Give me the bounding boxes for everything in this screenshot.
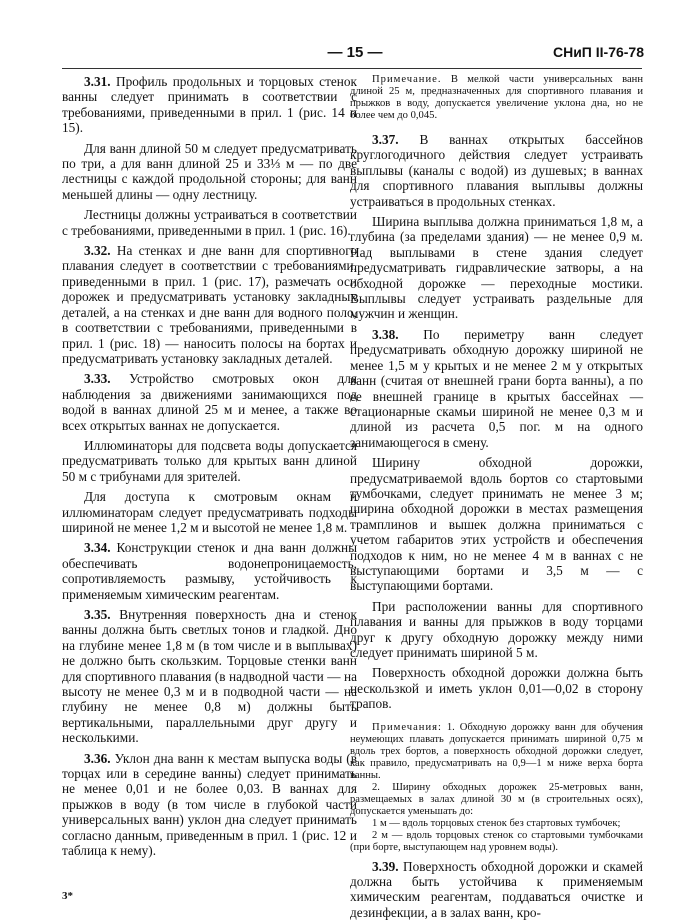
paragraph-text: При расположении ванны для спортивного плавания и ванны для прыжков в воду торцами друг к другу обходную дорожку между ними следует принимать шириной 5 м. — [350, 598, 643, 660]
paragraph-text: Иллюминаторы для подсвета воды допускается предусматривать только для крытых ванн длиной 50 м с трибунами для зрителей. — [62, 437, 357, 484]
paragraph-3-39: 3.39. Поверхность обходной дорожки и скамей должна быть устойчива к применяемым химическим реагентам, поддаваться очистке и дезинфекции, а в залах ванн, кро- — [350, 858, 643, 920]
note-3-36: Примечание. В мелкой части универсальных ванн длиной 25 м, предназначенных для спортивного плавания и прыжков в воду, допускается увеличение уклона дна, но не более чем до 0,045. — [350, 74, 643, 121]
note-item: 1 м — вдоль торцовых стенок без стартовых тумбочек; — [372, 817, 621, 829]
notes-3-38: Примечания: 1. Обходную дорожку ванн для обучения неумеющих плавать допускается принимать шириной 0,75 м вдоль трех бортов, а поверхность обходной дорожки следует, как правило, предусматривать на 0,9—1 м ниже верха борта ванны. — [350, 721, 643, 781]
paragraph-3-32: 3.32. На стенках и дне ванн для спортивного плавания следует в соответствии с требованиями, приведенными в прил. 1 (рис. 17), размечать оси дорожек и предусматривать установку закладных деталей, а на стенках и дне ванн для водного поло, в соответствии с требованиями, приведенными в прил. 1 (рис. 18) — наносить полосы на бортах и предусматривать установку закладных деталей. — [62, 243, 357, 366]
paragraph-3-33: 3.33. Устройство смотровых окон для наблюдения за движениями занимающихся под водой в ваннах длиной 25 м и менее, а также во всех открытых ваннах не допускается. — [62, 371, 357, 433]
paragraph-text: Ширина выплыва должна приниматься 1,8 м, а глубина (за пределами здания) — не менее 0,9 м. Над выплывами в стене здания следует предусматривать гидравлические затворы, а на обходной дорожке — переходные мостики. Выплывы следует устраивать раздельные для мужчин и женщин. — [350, 214, 643, 322]
right-column — [350, 74, 643, 920]
paragraph-3-35: 3.35. Внутренняя поверхность дна и стенок ванны должна быть светлых тонов и гладкой. Дно на глубине менее 1,8 м (в том числе и в выплывах) не должно быть скользким. Торцовые стенки ванн для спортивного плавания (в надводной части — на высоту не менее 0,3 м и в подводной части — на глубину не менее 0,8 м) должны быть вертикальными, параллельными друг другу и несколькими. — [62, 607, 357, 746]
page-number: — 15 — — [327, 44, 383, 61]
paragraph-text: Лестницы должны устраиваться в соответствии с требованиями, приведенными в прил. 1 (рис. 16). — [62, 207, 357, 238]
signature-mark: 3* — [62, 890, 73, 902]
paragraph-3-36: 3.36. Уклон дна ванн к местам выпуска воды (в торцах или в середине ванны) следует принимать не менее 0,01 и не более 0,03. В ваннах для прыжков в воду (в том числе в глубокой части универсальных ванн) уклон дна следует принимать согласно данным, приведенным в прил. 1 (рис. 12 и таблица к нему). — [62, 750, 357, 859]
paragraph-text: Для доступа к смотровым окнам и иллюминаторам следует предусматривать подходы шириной не менее 1,2 м и высотой не менее 1,8 м. — [62, 489, 357, 535]
document-code: СНиП II-76-78 — [552, 44, 644, 60]
paragraph-3-31: 3.31. Профиль продольных и торцовых стенок ванны следует принимать в соответствии с требованиями, приведенными в прил. 1 (рис. 14 и 15). — [62, 74, 358, 136]
paragraph-3-34: 3.34. Конструкции стенок и дна ванн должны обеспечивать водонепроницаемость, сопротивляемость размыву, устойчивость к применяемым химическим реагентам. — [62, 540, 358, 602]
note-item: 2 м — вдоль торцовых стенок со стартовыми тумбочками (при борте, выступающем над уровнем воды). — [350, 829, 643, 853]
paragraph-3-38: 3.38. По периметру ванн следует предусматривать обходную дорожку шириной не менее 1,5 м у крытых и не менее 2 м у открытых ванн (считая от внешней грани борта ванны), а по ее внешней границе в крытых бассейнах — стационарные скамьи шириной не менее 0,3 м и длиной из расчета 0,5 пог. м на одного занимающегося в смену. — [350, 326, 643, 450]
paragraph-text: Для ванн длиной 50 м следует предусматривать по три, а для ванн длиной 25 и 33⅓ м — по две лестницы с каждой продольной стороны; для ванн меньшей длины — одну лестницу. — [62, 140, 357, 202]
page-header — [0, 44, 700, 64]
header-rule — [62, 68, 642, 69]
note-item: 2. Ширину обходных дорожек 25-метровых ванн, размещаемых в залах длиной 30 м (в строительных осях), допускается уменьшать до: — [350, 781, 643, 817]
paragraph-text: Ширину обходной дорожки, предусматриваемой вдоль бортов со стартовыми тумбочками, следует принимать не менее 3 м; ширина обходной дорожки в местах размещения трамплинов и вышек должна приниматься с учетом габаритов этих устройств и обеспечения подходов к ним, но не менее 4 м в ваннах с не выступающими бортами и 3,5 м — с выступающими бортами. — [350, 455, 643, 594]
left-column — [62, 74, 357, 859]
paragraph-3-37: 3.37. В ваннах открытых бассейнов круглогодичного действия следует устраивать выплывы (каналы с водой) из душевых; в ваннах для спортивного плавания выплывы должны устраиваться в продольных стенках. — [350, 132, 644, 209]
paragraph-text: Поверхность обходной дорожки должна быть нескользкой и иметь уклон 0,01—0,02 в сторону трапов. — [350, 665, 643, 712]
